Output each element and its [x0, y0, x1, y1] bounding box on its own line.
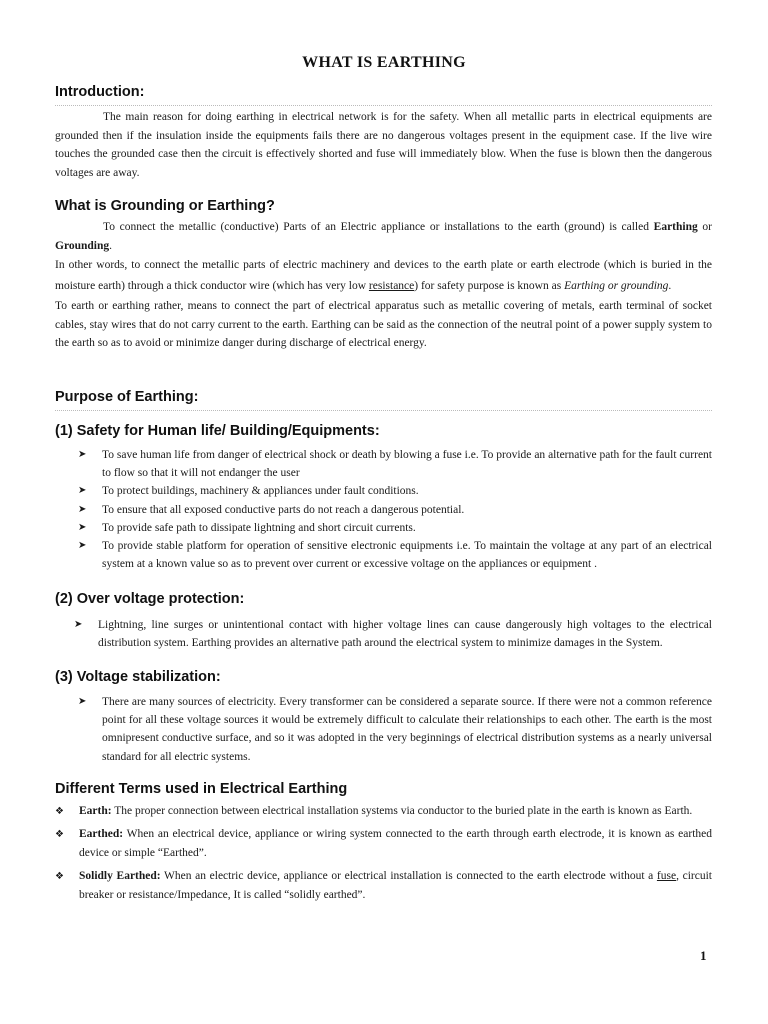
- heading-safety: (1) Safety for Human life/ Building/Equipments:: [55, 423, 380, 439]
- intro-text: The main reason for doing earthing in electrical network is for the safety. When all metallic parts in electrical equipments are grounded then if the insulation inside the equipments fails there are no dangerous voltages present in the equipment case. If the live wire touches the grounded case then the circuit is effectively shorted and fuse will immediately blow. When the fuse is blown then the dangerous voltages are away.: [55, 111, 712, 179]
- diamond-bullet-icon: ❖: [55, 870, 64, 882]
- arrow-bullet-icon: ➤: [78, 503, 87, 515]
- list-item: [78, 693, 712, 766]
- list-item-text: To protect buildings, machinery & appliances under fault conditions.: [102, 485, 419, 498]
- grounding-paragraph-3: To earth or earthing rather, means to connect the part of electrical apparatus such as metallic covering of metals, earth terminal of socket cables, stay wires that do not carry current to the earth. Earthing can be said as the connection of the neutral point of a power supply system to the earth so as to avoid or minimize danger during discharge of electrical energy.: [55, 300, 712, 349]
- heading-over-voltage: (2) Over voltage protection:: [55, 591, 245, 607]
- terms-list: [55, 802, 712, 906]
- list-item: [74, 616, 712, 652]
- page-title: WHAT IS EARTHING: [302, 54, 466, 71]
- term-item-earthed: [55, 825, 712, 864]
- diamond-bullet-icon: ❖: [55, 828, 64, 840]
- grounding-p1-end: .: [109, 239, 112, 252]
- grounding-p2-italic: Earthing or grounding: [564, 280, 669, 292]
- heading-rule: [55, 105, 712, 106]
- term-definition: When an electric device, appliance or electrical installation is connected to the earth electrode without a: [160, 869, 657, 882]
- term-grounding: Grounding: [55, 239, 110, 252]
- resistance-link[interactable]: resistance: [368, 280, 415, 292]
- heading-grounding: What is Grounding or Earthing?: [55, 198, 275, 214]
- grounding-p2-mid: ) for safety purpose is known as: [414, 280, 565, 292]
- arrow-bullet-icon: ➤: [78, 521, 87, 533]
- term-definition-end: , circuit breaker or resistance/Impedance, It is called “solidly earthed”.: [79, 869, 712, 901]
- arrow-bullet-icon: ➤: [78, 696, 87, 707]
- grounding-paragraph-1: [55, 218, 712, 255]
- term-earthing: Earthing: [653, 221, 698, 233]
- term-label: Earthed:: [79, 827, 124, 840]
- grounding-p1-text: To connect the metallic (conductive) Parts of an Electric appliance or installations to the earth (ground) is called: [103, 221, 654, 233]
- term-definition: The proper connection between electrical installation systems via conductor to the buried plate in the earth is known as Earth.: [111, 805, 693, 817]
- heading-rule: [55, 410, 712, 411]
- grounding-p1-or: or: [697, 221, 712, 233]
- list-item: [78, 501, 712, 519]
- arrow-bullet-icon: ➤: [78, 485, 87, 497]
- arrow-bullet-icon: ➤: [78, 449, 87, 460]
- list-item: [78, 446, 712, 482]
- intro-paragraph: [55, 108, 712, 182]
- grounding-p2-text: In other words, to connect the metallic parts of electric machinery and devices to the earth plate or earth electrode (which is buried in the moisture earth) through a thick conductor wire (which has very low: [55, 259, 712, 292]
- list-item-text: Lightning, line surges or unintentional contact with higher voltage lines can cause dangerously high voltages to the electrical distribution system. Earthing provides an alternative path around the electrical system to minimize damages in the System.: [98, 619, 712, 650]
- term-label: Solidly Earthed:: [79, 869, 161, 882]
- list-item: [78, 537, 712, 573]
- term-definition: When an electrical device, appliance or wiring system connected to the earth through earth electrode, it is known as earthed device or simple “Earthed”.: [79, 827, 712, 859]
- over-voltage-list: [74, 616, 712, 652]
- list-item-text: There are many sources of electricity. Every transformer can be considered a separate source. If there were not a common reference point for all these voltage sources it would be extremely difficult to calculate their relationships to each other. The earth is the most omnipresent conductive surface, and so it was adopted in the very beginnings of electrical distribution systems as a nearly universal standard for all electric systems.: [102, 696, 712, 763]
- term-item-earth: [55, 802, 712, 822]
- list-item-text: To provide safe path to dissipate lightning and short circuit currents.: [102, 521, 416, 534]
- grounding-section: [55, 218, 712, 353]
- fuse-link[interactable]: fuse: [656, 869, 677, 882]
- term-label: Earth:: [79, 805, 112, 817]
- list-item: [78, 482, 712, 500]
- arrow-bullet-icon: ➤: [78, 540, 87, 552]
- grounding-paragraph-2: [55, 255, 712, 297]
- heading-terms: Different Terms used in Electrical Earthing: [55, 781, 348, 797]
- heading-introduction: Introduction:: [55, 84, 145, 100]
- safety-list: [78, 446, 712, 573]
- voltage-stabilization-list: [78, 693, 712, 766]
- heading-voltage-stabilization: (3) Voltage stabilization:: [55, 669, 221, 685]
- list-item-text: To provide stable platform for operation of sensitive electronic equipments i.e. To maintain the voltage at any part of an electrical system at a known value so as to prevent over current or excessive voltage on the appliances or equipment .: [102, 540, 712, 571]
- list-item: [78, 519, 712, 537]
- grounding-p2-end: .: [668, 280, 672, 292]
- term-item-solidly-earthed: [55, 867, 712, 906]
- arrow-bullet-icon: ➤: [74, 619, 83, 630]
- page-number: 1: [700, 948, 707, 963]
- list-item-text: To save human life from danger of electrical shock or death by blowing a fuse i.e. To provide an alternative path for the fault current to flow so that it will not endanger the user: [102, 449, 712, 480]
- heading-purpose: Purpose of Earthing:: [55, 389, 199, 405]
- diamond-bullet-icon: ❖: [55, 806, 64, 817]
- list-item-text: To ensure that all exposed conductive parts do not reach a dangerous potential.: [102, 503, 465, 516]
